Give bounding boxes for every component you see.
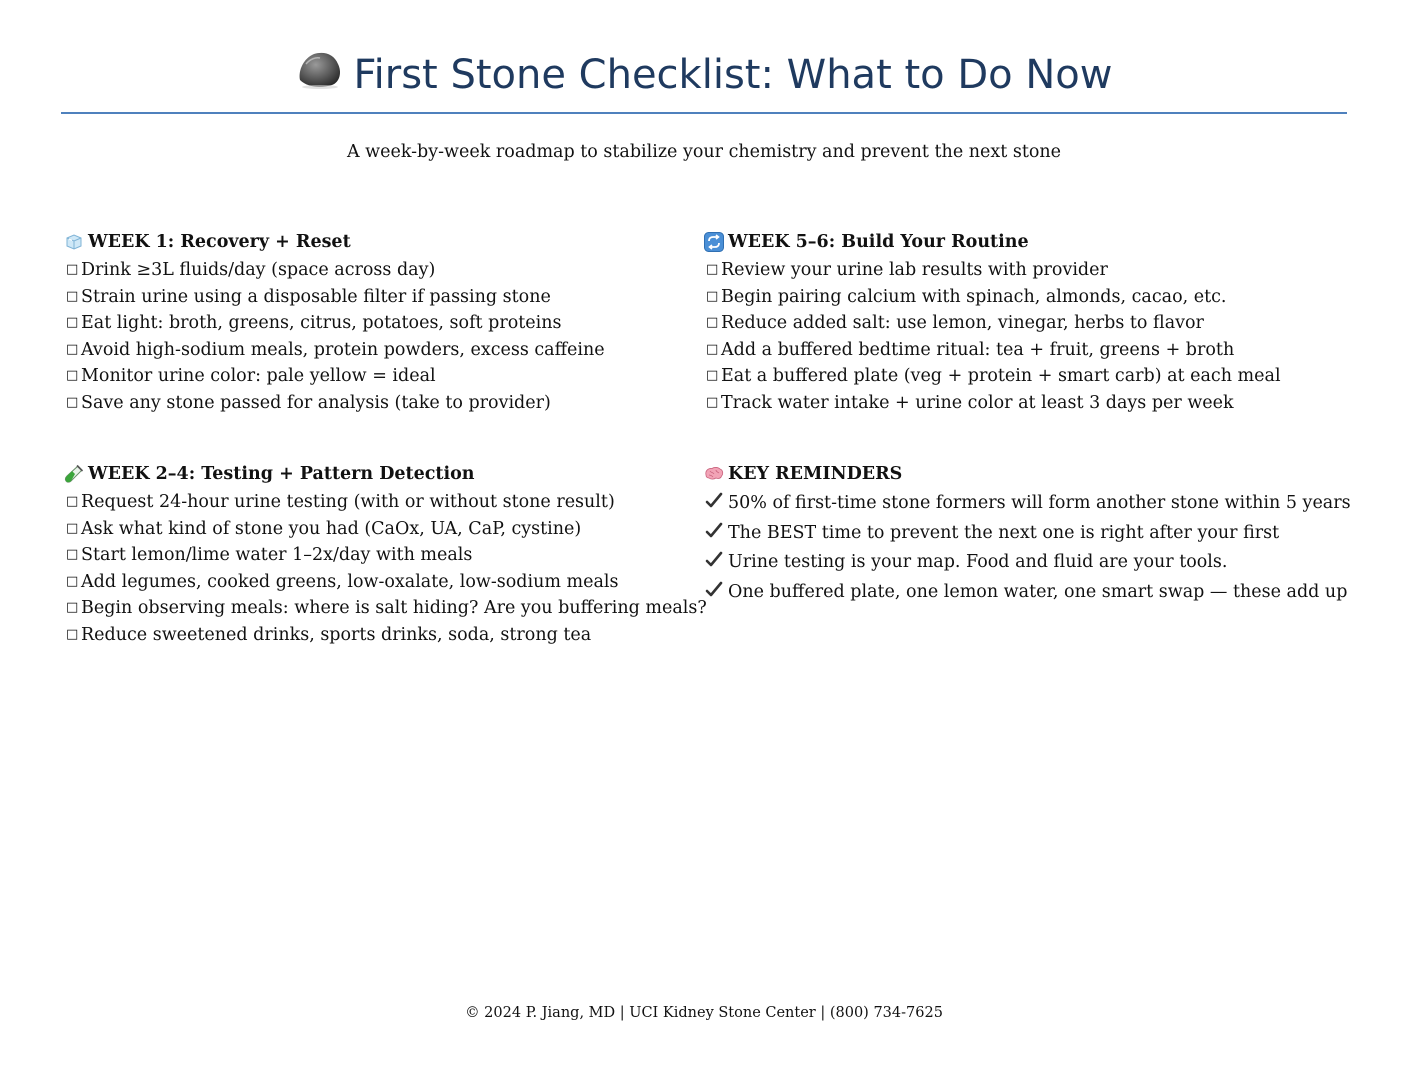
item-text: Begin pairing calcium with spinach, almonds, cacao, etc. [721, 286, 1227, 307]
item-text: Add legumes, cooked greens, low-oxalate, low-sodium meals [81, 571, 619, 592]
item-text: Add a buffered bedtime ritual: tea + fruit, greens + broth [721, 339, 1235, 360]
reminder-text: The BEST time to prevent the next one is right after your first [728, 522, 1280, 543]
reminder-text: 50% of first-time stone formers will form another stone within 5 years [728, 493, 1351, 513]
checkbox[interactable]: □ [706, 341, 719, 357]
item-text: Start lemon/lime water 1–2x/day with meals [81, 545, 473, 565]
item-text: Begin observing meals: where is salt hiding? Are you buffering meals? [81, 598, 707, 618]
item-text: Save any stone passed for analysis (take to provider) [81, 392, 551, 413]
section-header [64, 229, 605, 255]
item-text: Ask what kind of stone you had (CaOx, UA, CaP, cystine) [81, 518, 582, 539]
checkbox[interactable]: □ [66, 547, 79, 562]
section-week5 [704, 229, 1281, 416]
ice-cube-icon [64, 232, 84, 252]
checkbox[interactable]: □ [66, 368, 79, 383]
brain-icon [704, 464, 724, 484]
item-text: Monitor urine color: pale yellow = ideal [81, 366, 436, 386]
checkbox[interactable]: □ [66, 626, 79, 642]
reminder-text: One buffered plate, one lemon water, one smart swap — these add up [728, 582, 1348, 603]
check-mark-icon [704, 550, 724, 570]
page-subtitle: A week-by-week roadmap to stabilize your chemistry and prevent the next stone [346, 142, 1062, 162]
checklist-item[interactable] [64, 516, 707, 543]
checklist-item[interactable] [64, 569, 707, 596]
test-tube-icon [64, 464, 84, 484]
checklist-item[interactable] [64, 257, 605, 284]
repeat-icon [704, 232, 724, 252]
page-title: First Stone Checklist: What to Do Now [353, 52, 1113, 98]
checklist-item[interactable] [704, 363, 1281, 390]
rock-icon [296, 50, 342, 90]
checklist-item[interactable] [64, 542, 707, 569]
item-text: Eat a buffered plate (veg + protein + smart carb) at each meal [721, 366, 1281, 386]
check-mark-icon [704, 491, 724, 511]
section-title: WEEK 5–6: Build Your Routine [728, 232, 1029, 252]
checkbox[interactable]: □ [66, 262, 79, 277]
section-header [64, 461, 707, 487]
checkbox[interactable]: □ [706, 288, 719, 304]
reminder-item [704, 519, 1351, 549]
page-footer: © 2024 P. Jiang, MD | UCI Kidney Stone Center | (800) 734-7625 [465, 1005, 943, 1021]
section-week2 [64, 461, 707, 648]
item-text: Drink ≥3L fluids/day (space across day) [81, 260, 436, 280]
checklist-item[interactable] [64, 489, 707, 516]
reminder-item [704, 578, 1351, 608]
checkbox[interactable]: □ [706, 394, 719, 410]
checklist-item[interactable] [704, 284, 1281, 311]
checkbox[interactable]: □ [66, 494, 79, 509]
checkbox[interactable]: □ [66, 573, 79, 589]
checklist-item[interactable] [64, 595, 707, 622]
check-mark-icon [704, 521, 724, 541]
reminder-item [704, 548, 1351, 578]
item-text: Avoid high-sodium meals, protein powders, excess caffeine [81, 339, 605, 360]
item-text: Strain urine using a disposable filter if passing stone [81, 286, 551, 307]
checklist-item[interactable] [64, 390, 605, 417]
section-title: KEY REMINDERS [728, 464, 903, 484]
section-week1 [64, 229, 605, 416]
checklist-item[interactable] [64, 337, 605, 364]
checklist-item[interactable] [704, 310, 1281, 337]
checklist-item[interactable] [64, 284, 605, 311]
checkbox[interactable]: □ [66, 520, 79, 536]
checklist-item[interactable] [704, 337, 1281, 364]
reminder-item [704, 489, 1351, 519]
item-text: Track water intake + urine color at least 3 days per week [721, 392, 1234, 413]
item-text: Reduce added salt: use lemon, vinegar, herbs to flavor [721, 313, 1204, 333]
checklist-item[interactable] [64, 310, 605, 337]
section-key-reminders [704, 461, 1351, 608]
checklist-item[interactable] [64, 622, 707, 649]
section-header [704, 229, 1281, 255]
checkbox[interactable]: □ [66, 394, 79, 410]
reminder-text: Urine testing is your map. Food and fluid are your tools. [728, 552, 1228, 573]
item-text: Reduce sweetened drinks, sports drinks, soda, strong tea [81, 624, 592, 645]
check-mark-icon [704, 580, 724, 600]
section-header [704, 461, 1351, 487]
title-divider [61, 112, 1347, 114]
item-text: Request 24-hour urine testing (with or without stone result) [81, 492, 615, 512]
item-text: Review your urine lab results with provider [721, 260, 1108, 280]
item-text: Eat light: broth, greens, citrus, potatoes, soft proteins [81, 313, 562, 333]
checkbox[interactable]: □ [66, 315, 79, 330]
checkbox[interactable]: □ [66, 600, 79, 615]
checkbox[interactable]: □ [706, 262, 719, 277]
checklist-item[interactable] [704, 390, 1281, 417]
checklist-item[interactable] [704, 257, 1281, 284]
checkbox[interactable]: □ [66, 288, 79, 304]
checkbox[interactable]: □ [706, 315, 719, 330]
section-title: WEEK 2–4: Testing + Pattern Detection [88, 464, 475, 484]
page-header [62, 40, 1346, 110]
section-title: WEEK 1: Recovery + Reset [88, 232, 351, 252]
checklist-item[interactable] [64, 363, 605, 390]
checkbox[interactable]: □ [66, 341, 79, 357]
checkbox[interactable]: □ [706, 368, 719, 383]
